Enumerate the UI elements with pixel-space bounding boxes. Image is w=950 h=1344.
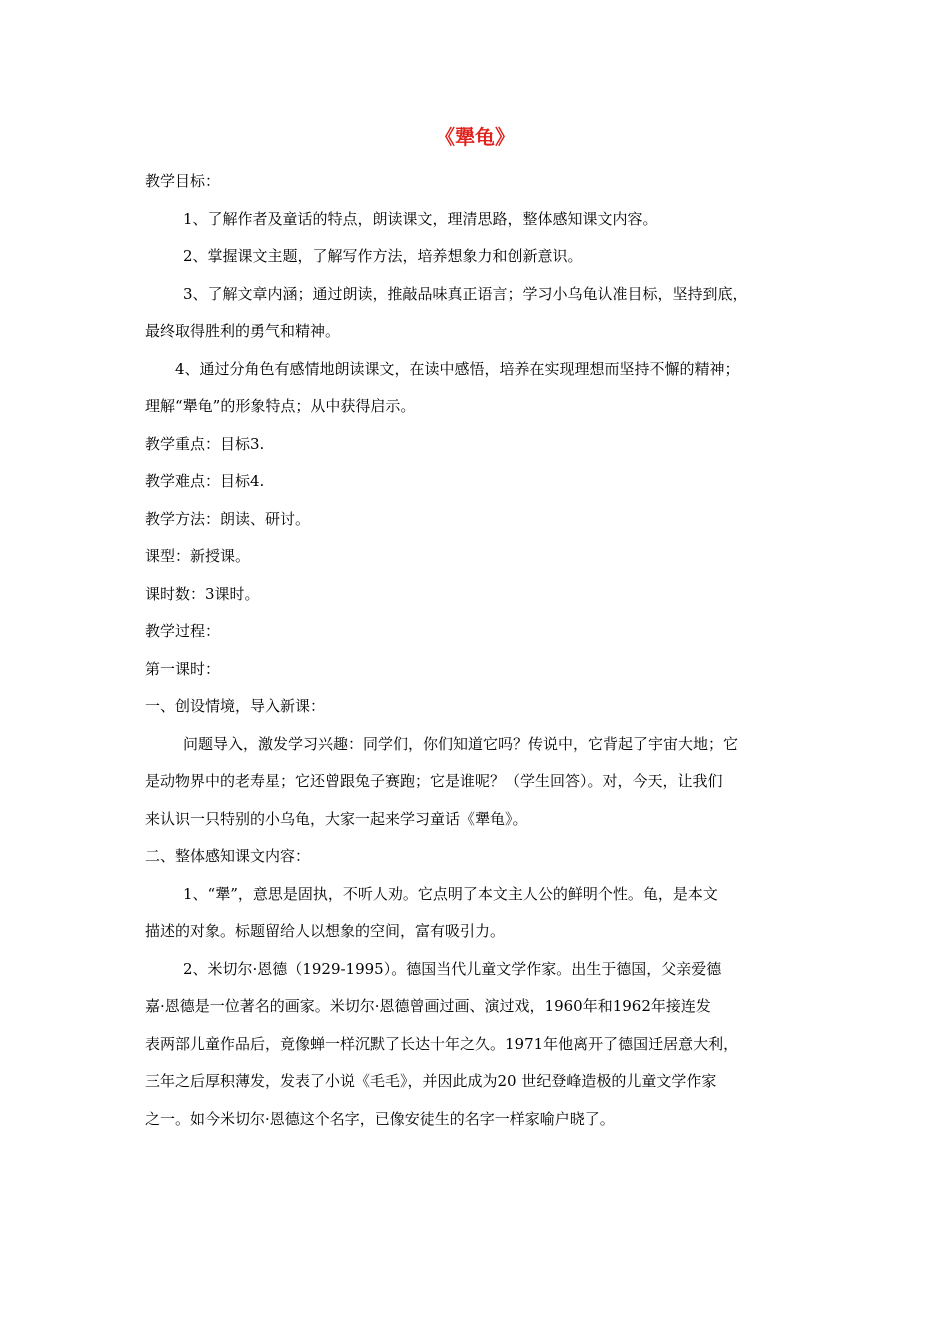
text-line: 三年之后厚积薄发，发表了小说《毛毛》，并因此成为20 世纪登峰造极的儿童文学作家 [145, 1072, 717, 1090]
text-line: 是动物界中的老寿星；它还曾跟兔子赛跑；它是谁呢？（学生回答）。对，今天，让我们 [145, 772, 723, 790]
text-line: 教学重点：目标3. [145, 434, 265, 453]
text-line: 第一课时： [145, 659, 221, 678]
document-body [145, 163, 813, 1138]
text-line: 描述的对象。标题留给人以想象的空间，富有吸引力。 [145, 922, 506, 940]
document-title: 《犟龟》 [435, 125, 515, 149]
text-line: 二、整体感知课文内容： [145, 847, 311, 865]
text-line: 教学难点：目标4. [145, 472, 265, 490]
text-line: 一、创设情境，导入新课： [145, 697, 326, 715]
text-line: 1、“犟”，意思是固执，不听人劝。它点明了本文主人公的鲜明个性。龟，是本文 [183, 884, 718, 903]
text-line: 2、米切尔·恩德（1929-1995）。德国当代儿童文学作家。出生于德国，父亲爱德 [183, 959, 722, 978]
text-line: 表两部儿童作品后，竟像蝉一样沉默了长达十年之久。1971年他离开了德国迁居意大利， [145, 1034, 739, 1053]
text-line: 理解“犟龟”的形象特点；从中获得启示。 [145, 397, 416, 415]
text-line: 问题导入，激发学习兴趣：同学们，你们知道它吗？传说中，它背起了宇宙大地；它 [183, 734, 739, 753]
text-line: 来认识一只特别的小乌龟，大家一起来学习童话《犟龟》。 [145, 809, 528, 828]
text-line: 之一。如今米切尔·恩德这个名字，已像安徒生的名字一样家喻户晓了。 [145, 1109, 615, 1128]
text-line: 嘉·恩德是一位著名的画家。米切尔·恩德曾画过画、演过戏，1960年和1962年接连发 [145, 997, 711, 1015]
text-line: 2、掌握课文主题，了解写作方法，培养想象力和创新意识。 [183, 247, 583, 265]
text-line: 4、通过分角色有感情地朗读课文，在读中感悟，培养在实现理想而坚持不懈的精神； [175, 359, 740, 378]
text-line: 3、了解文章内涵；通过朗读，推敲品味真正语言；学习小乌龟认准目标，坚持到底， [183, 284, 748, 303]
text-line: 教学过程： [145, 622, 221, 640]
text-line: 教学方法：朗读、研讨。 [145, 509, 311, 528]
text-line: 教学目标： [145, 172, 221, 190]
text-line: 课时数：3课时。 [145, 584, 260, 603]
text-line: 最终取得胜利的勇气和精神。 [145, 322, 341, 340]
text-line: 1、了解作者及童话的特点，朗读课文，理清思路，整体感知课文内容。 [183, 209, 658, 228]
text-line: 课型：新授课。 [145, 547, 251, 565]
